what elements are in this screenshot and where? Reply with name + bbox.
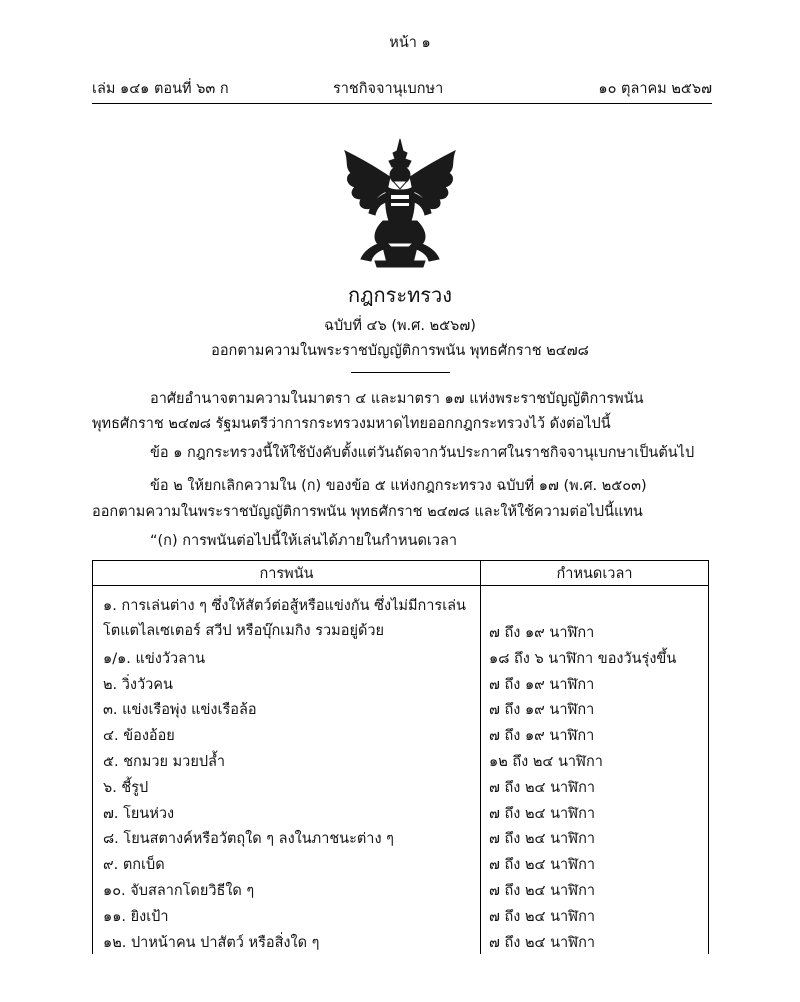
table-cell-time: ๗ ถึง ๒๔ นาฬิกา <box>481 902 709 928</box>
table-cell-item: ๑๒. ปาหน้าคน ปาสัตว์ หรือสิ่งใด ๆ <box>93 928 481 954</box>
table-row <box>93 721 709 747</box>
legal-basis: ออกตามความในพระราชบัญญัติการพนัน พุทธศักราช ๒๔๗๘ <box>211 343 589 359</box>
table-cell-time: ๗ ถึง ๒๔ นาฬิกา <box>481 850 709 876</box>
table-cell-item: ๓. แข่งเรือพุ่ง แข่งเรือล้อ <box>93 696 481 722</box>
column-header-gambling: การพนัน <box>93 561 481 586</box>
item-line: ๑. การเล่นต่าง ๆ ซึ่งให้สัตว์ต่อสู้หรือแข่งกัน ซึ่งไม่มีการเล่น <box>103 598 466 614</box>
clause-2-line-2: ออกตามความในพระราชบัญญัติการพนัน พุทธศักราช ๒๔๗๘ และให้ใช้ความต่อไปนี้แทน <box>92 504 643 520</box>
table-cell-time: ๑๒ ถึง ๒๔ นาฬิกา <box>481 747 709 773</box>
table-cell-time: ๑๘ ถึง ๖ นาฬิกา ของวันรุ่งขึ้น <box>481 644 709 670</box>
preamble-line-1: อาศัยอำนาจตามความในมาตรา ๔ และมาตรา ๑๗ แห่งพระราชบัญญัติการพนัน <box>150 391 644 407</box>
table-cell-item: ๑๑. ยิงเป้า <box>93 902 481 928</box>
table-cell-item: ๑/๑. แข่งวัวลาน <box>93 644 481 670</box>
document-title: กฎกระทรวง <box>347 283 453 307</box>
table-row <box>93 670 709 696</box>
preamble-line-2: พุทธศักราช ๒๔๗๘ รัฐมนตรีว่าการกระทรวงมหาดไทยออกกฎกระทรวงไว้ ดังต่อไปนี้ <box>92 416 611 432</box>
table-cell-time: ๗ ถึง ๑๙ นาฬิกา <box>481 721 709 747</box>
header-rule <box>92 103 712 104</box>
table-row <box>93 850 709 876</box>
table-row <box>93 799 709 825</box>
title-rule <box>351 372 450 373</box>
table-row <box>93 773 709 799</box>
table-cell-item <box>93 586 481 645</box>
table-cell-item: ๑๐. จับสลากโดยวิธีใด ๆ <box>93 876 481 902</box>
table-cell-time: ๗ ถึง ๒๔ นาฬิกา <box>481 799 709 825</box>
table-cell-item: ๗. โยนห่วง <box>93 799 481 825</box>
table-cell-item: ๙. ตกเบ็ด <box>93 850 481 876</box>
page-number: หน้า ๑ <box>389 35 431 51</box>
volume-issue-label: เล่ม ๑๔๑ ตอนที่ ๖๓ ก <box>92 81 229 97</box>
table-row <box>93 747 709 773</box>
table-cell-time: ๗ ถึง ๒๔ นาฬิกา <box>481 825 709 851</box>
table-row <box>93 902 709 928</box>
clause-1: ข้อ ๑ กฎกระทรวงนี้ให้ใช้บังคับตั้งแต่วันถัดจากวันประกาศในราชกิจจานุเบกษาเป็นต้นไป <box>150 445 695 461</box>
clause-2-line-1: ข้อ ๒ ให้ยกเลิกความใน (ก) ของข้อ ๕ แห่งกฎกระทรวง ฉบับที่ ๑๗ (พ.ศ. ๒๕๐๓) <box>150 478 647 494</box>
item-line: โตแตไลเซเตอร์ สวีป หรือบุ๊กเมกิง รวมอยู่ด้วย <box>103 623 384 639</box>
clause-2-item-a: “(ก) การพนันต่อไปนี้ให้เล่นได้ภายในกำหนดเวลา <box>150 533 458 549</box>
table-cell-item: ๘. โยนสตางค์หรือวัตถุใด ๆ ลงในภาชนะต่าง ๆ <box>93 825 481 851</box>
table-cell-time: ๗ ถึง ๒๔ นาฬิกา <box>481 773 709 799</box>
garuda-emblem-icon <box>335 137 465 269</box>
table-cell-item: ๒. วิ่งวัวคน <box>93 670 481 696</box>
gazette-name: ราชกิจจานุเบกษา <box>333 81 444 97</box>
table-cell-time: ๗ ถึง ๑๙ นาฬิกา <box>481 670 709 696</box>
table-row <box>93 586 709 645</box>
table-row <box>93 696 709 722</box>
table-row <box>93 876 709 902</box>
table-cell-item: ๕. ชกมวย มวยปล้ำ <box>93 747 481 773</box>
table-cell-time: ๗ ถึง ๑๙ นาฬิกา <box>481 586 709 645</box>
gambling-schedule-table <box>92 560 709 954</box>
issue-number: ฉบับที่ ๔๖ (พ.ศ. ๒๕๖๗) <box>324 318 476 334</box>
table-cell-item: ๔. ข้องอ้อย <box>93 721 481 747</box>
table-cell-time: ๗ ถึง ๑๙ นาฬิกา <box>481 696 709 722</box>
table-row <box>93 644 709 670</box>
column-header-time: กำหนดเวลา <box>481 561 709 586</box>
publication-date: ๑๐ ตุลาคม ๒๕๖๗ <box>598 81 712 97</box>
table-cell-item: ๖. ชี้รูป <box>93 773 481 799</box>
table-row <box>93 825 709 851</box>
table-header-row <box>93 561 709 586</box>
table-row <box>93 928 709 954</box>
table-cell-time: ๗ ถึง ๒๔ นาฬิกา <box>481 876 709 902</box>
table-cell-time: ๗ ถึง ๒๔ นาฬิกา <box>481 928 709 954</box>
